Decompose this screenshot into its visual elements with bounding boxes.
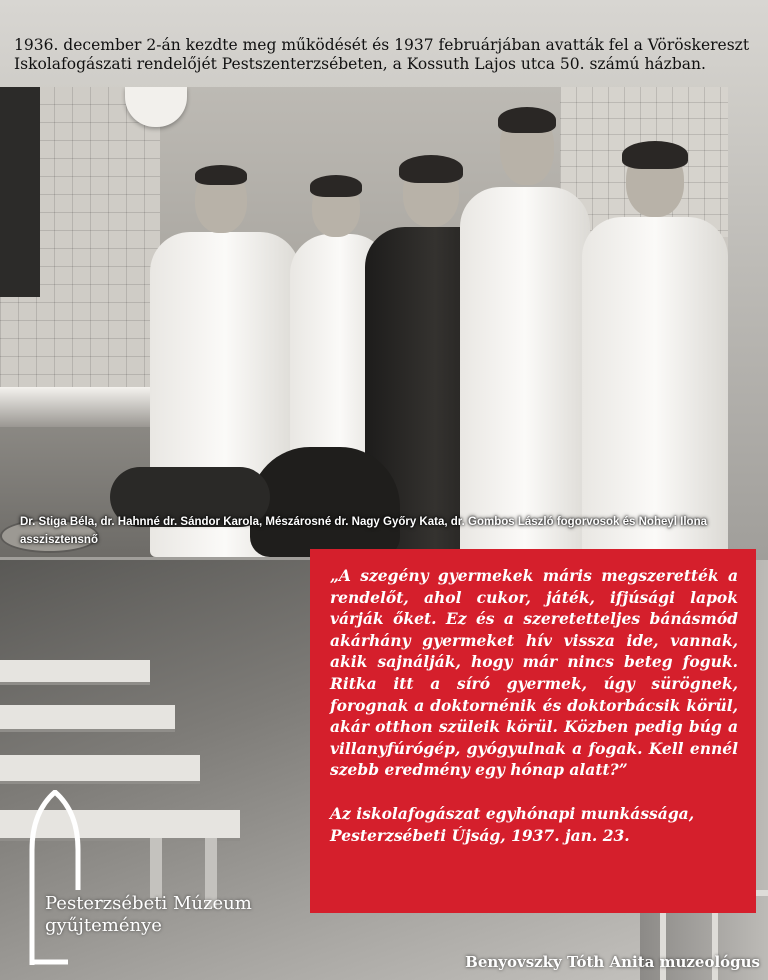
window bbox=[0, 87, 40, 297]
instrument-table bbox=[0, 387, 170, 427]
top-caption: 1936. december 2-án kezdte meg működését és 1937 februárjában avatták fel a Vöröskereszt Iskolafogászati rendelőjét Pestszenterzsébeten, a Kossuth Lajos utca 50. számú házban. bbox=[14, 36, 750, 73]
quote-box bbox=[310, 549, 756, 913]
museum-collection: gyűjteménye bbox=[45, 915, 162, 936]
bench bbox=[0, 755, 200, 781]
dental-clinic-photo bbox=[0, 87, 728, 557]
bench bbox=[0, 705, 175, 729]
quote-source-line2: Pesterzsébeti Újság, 1937. jan. 23. bbox=[330, 825, 630, 845]
bench bbox=[0, 660, 150, 682]
quote-source-line1: Az iskolafogászat egyhónapi munkássága, bbox=[330, 803, 695, 823]
museum-logo-text bbox=[45, 893, 305, 937]
author-credit: Benyovszky Tóth Anita muzeológus bbox=[465, 953, 760, 971]
photo-caption: Dr. Stiga Béla, dr. Hahnné dr. Sándor Karola, Mészárosné dr. Nagy Győry Kata, dr. Gombos László fogorvosok és Noheyl Ilona asszisztensnő bbox=[20, 516, 707, 546]
person bbox=[582, 145, 728, 557]
bench-leg bbox=[150, 838, 162, 898]
gothic-arch-icon bbox=[28, 790, 82, 965]
quote-source bbox=[330, 803, 738, 846]
museum-name: Pesterzsébeti Múzeum bbox=[45, 893, 252, 914]
quote-text: „A szegény gyermekek máris megszerették a rendelőt, ahol cukor, játék, ifjúsági lapok várják őket. Ez és a szeretetteljes bánásmód akárhány gyermeket hív vissza ide, vannak, akik sajnálják, hogy már nincs beteg foguk. Ritka itt a síró gyermek, úgy sürögnek, forognak a doktornénik és doktorbácsik körül, akár otthon szüleik körül. Közben pedig búg a villanyfúrógép, gyógyulnak a fogak. Kell ennél szebb eredmény egy hónap alatt?” bbox=[330, 566, 738, 780]
person bbox=[460, 109, 590, 557]
